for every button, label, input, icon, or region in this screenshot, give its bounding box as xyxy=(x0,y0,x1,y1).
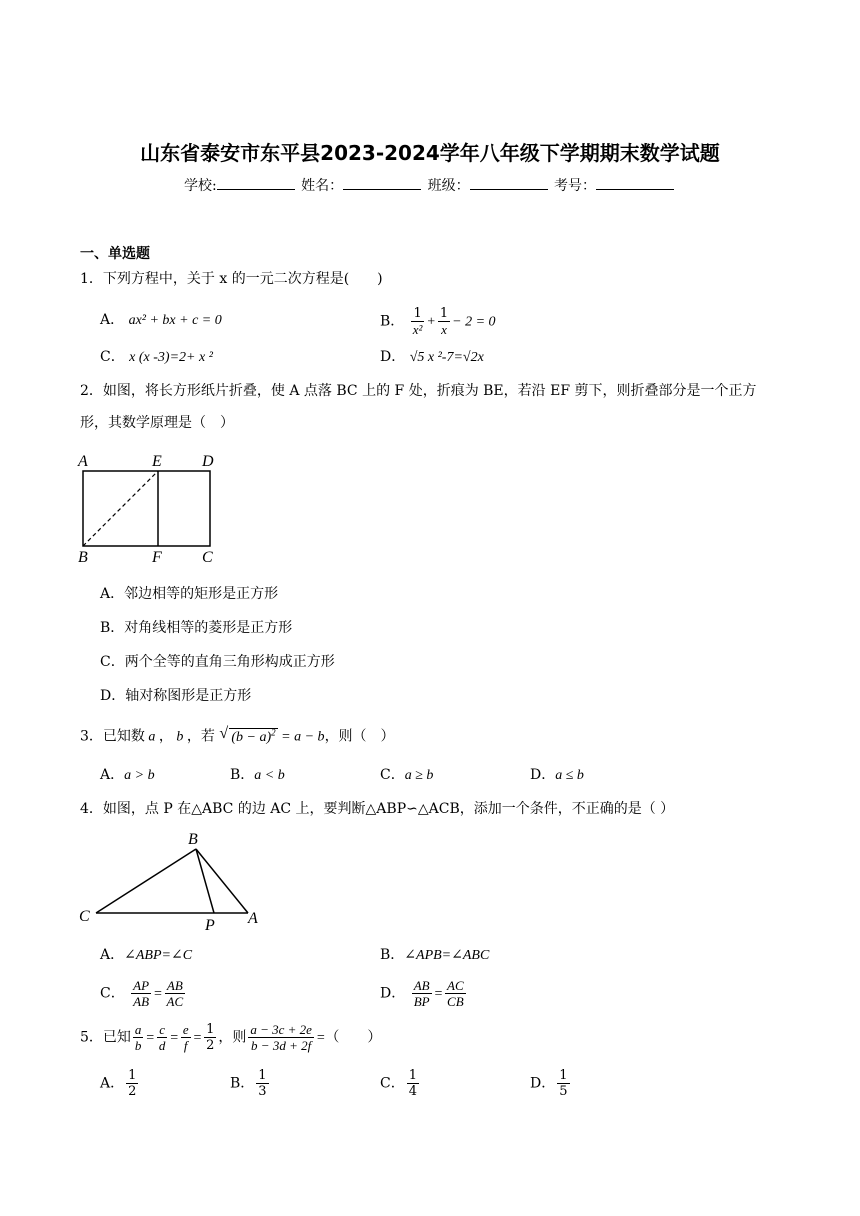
q3-stem-mid: ，若 xyxy=(186,728,215,745)
q4-option-d[interactable]: D． $\frac{AB}{BP}$ = $\frac{AC}{CB}$ xyxy=(380,978,464,1009)
q4-option-c[interactable]: C． $\frac{AP}{AB}$ = $\frac{AB}{AC}$ xyxy=(100,978,184,1009)
q1-option-b[interactable]: B． $\frac{1}{\text{x²}}$ + $\frac{1}{x}$ − 2 = 0 xyxy=(380,306,496,337)
q1-option-c[interactable] xyxy=(100,350,213,365)
q3-option-a-text: a > b xyxy=(124,768,155,783)
q3-option-c-text: a ≥ b xyxy=(404,768,434,783)
q1-option-b-label: B． xyxy=(380,313,405,330)
q5-option-c[interactable]: C． $\frac{1}{4}$ xyxy=(380,1068,417,1099)
q1-option-c-label: C． xyxy=(100,349,125,365)
q5-option-a-label: A． xyxy=(100,1075,125,1092)
q3-option-c-label: C． xyxy=(380,767,405,783)
side-ba xyxy=(196,849,248,913)
student-info-line xyxy=(0,175,860,195)
q5-option-c-label: C． xyxy=(380,1075,405,1092)
q3-stem-post: ，则（ ） xyxy=(324,728,395,745)
question-4-stem: 4．如图，点 P 在△ABC 的边 AC 上，要判断△ABP∽△ACB，添加一个条件，不正确的是（ ） xyxy=(80,801,675,817)
q4-option-d-label: D． xyxy=(380,985,406,1002)
q2-option-d[interactable]: D．轴对称图形是正方形 xyxy=(100,688,252,704)
label-e: E xyxy=(152,453,162,470)
q2-option-a[interactable]: A．邻边相等的矩形是正方形 xyxy=(100,586,279,602)
q2-option-b[interactable]: B．对角线相等的菱形是正方形 xyxy=(100,620,293,636)
q5-option-d-label: D． xyxy=(530,1075,556,1092)
fold-line-be xyxy=(83,471,158,546)
q2-rectangle-figure xyxy=(76,450,226,565)
question-5-stem: 5．已知 $\frac{a}{b}$ = $\frac{c}{d}$ = $\frac{e}{f}$ = $\frac{1}{2}$ ，则 $\frac{a - 3c + 2e}{b - 3d + 2f}$ =（ ） xyxy=(80,1022,382,1053)
label-p: P xyxy=(205,917,215,934)
q3-option-d-text: a ≤ b xyxy=(555,768,584,783)
q2-option-c[interactable]: C．两个全等的直角三角形构成正方形 xyxy=(100,654,335,670)
q1-option-c-text: x (x -3)=2+ x ² xyxy=(129,350,213,365)
q1-b-fraction-1: $\frac{1}{\text{x²}}$ xyxy=(412,306,423,337)
label-f: F xyxy=(152,549,162,565)
name-blank[interactable] xyxy=(343,177,421,190)
q1-option-a-text: ax² + bx + c = 0 xyxy=(128,313,222,328)
class-blank[interactable] xyxy=(470,177,548,190)
q3-option-b-text: a < b xyxy=(254,768,285,783)
q4-option-c-label: C． xyxy=(100,985,125,1002)
class-label: 班级： xyxy=(427,178,470,194)
q3-option-c[interactable] xyxy=(380,768,433,783)
q1-option-a[interactable] xyxy=(100,313,222,328)
q3-option-a[interactable] xyxy=(100,768,155,783)
side-bc xyxy=(96,849,196,913)
q3-option-a-label: A． xyxy=(100,767,125,783)
segment-bp xyxy=(196,849,214,913)
q3-sqrt-expression: √ $(b - a)^2$ xyxy=(219,725,276,745)
question-3-stem: 3．已知数 a ， b ，若 √ $(b - a)^2 = a - b$，则（ ） xyxy=(80,725,395,745)
q4-option-b-text: ∠APB=∠ABC xyxy=(404,948,490,963)
question-2-stem: 2．如图，将长方形纸片折叠，使 A 点落 BC 上的 F 处，折痕为 BE，若沿 EF 剪下，则折叠部分是一个正方形，其数学原理是（ ） xyxy=(80,383,757,431)
q1-option-d[interactable] xyxy=(380,350,484,365)
q4-option-a-text: ∠ABP=∠C xyxy=(124,948,193,963)
q4-option-a[interactable] xyxy=(100,948,192,963)
q4-triangle-figure xyxy=(76,826,266,934)
q3-option-d[interactable] xyxy=(530,768,584,783)
label-a: A xyxy=(248,910,258,927)
q5-option-b[interactable]: B． $\frac{1}{3}$ xyxy=(230,1068,267,1099)
label-c: C xyxy=(202,549,213,565)
label-d: D xyxy=(202,453,214,470)
q5-stem-post: （ ） xyxy=(325,1029,382,1046)
page-title: 山东省泰安市东平县2023-2024学年八年级下学期期末数学试题 xyxy=(140,141,720,165)
q4-option-a-label: A． xyxy=(100,947,125,963)
label-b: B xyxy=(188,831,198,848)
q3-option-b[interactable] xyxy=(230,768,285,783)
number-label: 考号： xyxy=(554,178,597,194)
label-a: A xyxy=(78,453,88,470)
rectangle-abcd xyxy=(83,471,210,546)
q5-stem-pre: 5．已知 xyxy=(80,1029,131,1046)
q5-stem-mid: ，则 xyxy=(218,1029,247,1046)
q5-option-b-label: B． xyxy=(230,1075,255,1092)
q4-option-b[interactable] xyxy=(380,948,489,963)
q3-option-d-label: D． xyxy=(530,767,556,783)
section-heading: 一、单选题 xyxy=(80,246,150,262)
q3-option-b-label: B． xyxy=(230,767,255,783)
label-c: C xyxy=(79,908,90,925)
label-b: B xyxy=(78,549,88,565)
school-blank[interactable] xyxy=(217,177,295,190)
q3-stem-pre: 3．已知数 xyxy=(80,728,145,745)
q1-option-d-label: D． xyxy=(380,349,406,365)
question-1-stem: 1．下列方程中，关于 x 的一元二次方程是( ) xyxy=(80,271,383,287)
q5-option-d[interactable]: D． $\frac{1}{5}$ xyxy=(530,1068,568,1099)
q1-option-d-text: √5 x ²-7=√2x xyxy=(409,350,484,365)
name-label: 姓名： xyxy=(301,178,344,194)
q1-option-a-label: A． xyxy=(100,312,125,328)
number-blank[interactable] xyxy=(596,177,674,190)
q4-option-b-label: B． xyxy=(380,947,405,963)
q5-option-a[interactable]: A． $\frac{1}{2}$ xyxy=(100,1068,137,1099)
q1-b-fraction-2: $\frac{1}{x}$ xyxy=(439,306,449,337)
school-label: 学校: xyxy=(183,178,217,194)
